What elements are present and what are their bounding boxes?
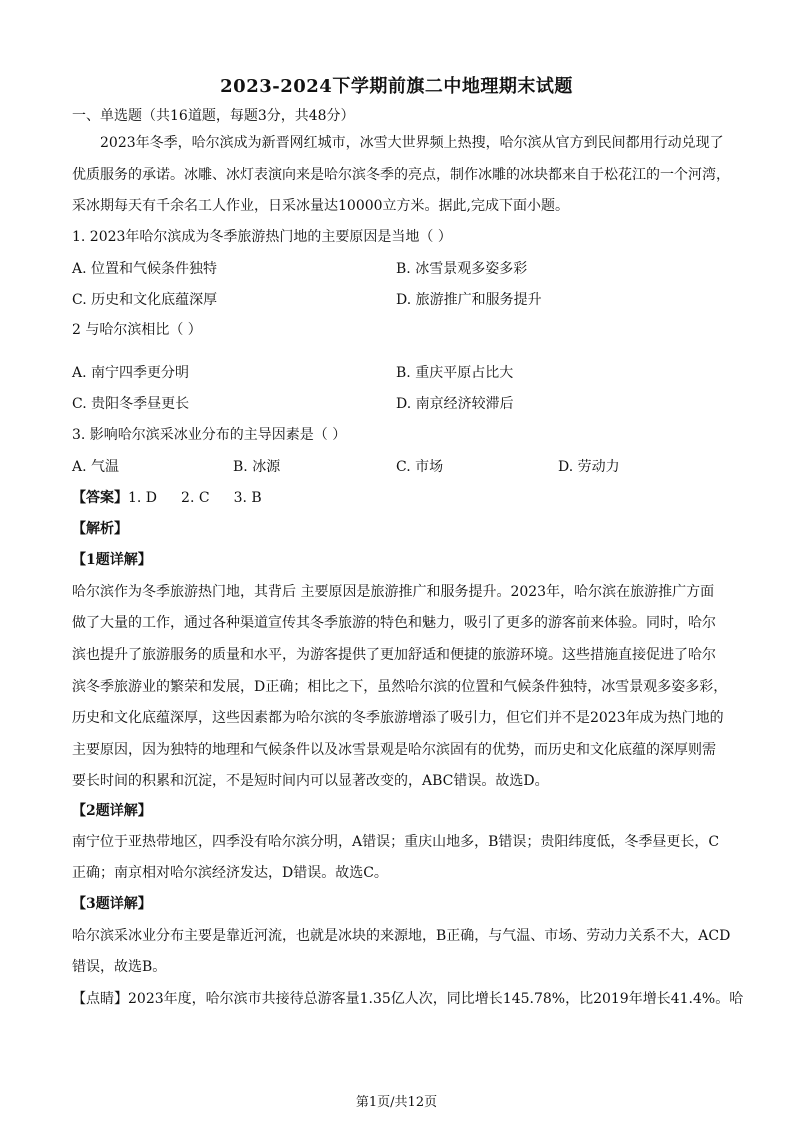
question-1-stem: 1. 2023年哈尔滨成为冬季旅游热门地的主要原因是当地（ ）: [72, 229, 452, 245]
detail-1-line-7: 要长时间的积累和沉淀，不是短时间内可以显著改变的，ABC错误。故选D。: [72, 773, 549, 789]
page-number-footer: 第1页/共12页: [355, 1095, 438, 1110]
detail-1-line-4: 滨冬季旅游业的繁荣和发展，D正确；相比之下，虽然哈尔滨的位置和气候条件独特，冰雪景观多姿多彩，: [72, 679, 728, 695]
detail-1-line-3: 滨也提升了旅游服务的质量和水平，为游客提供了更加舒适和便捷的旅游环境。这些措施直接促进了哈尔: [72, 647, 716, 663]
detail-3-label: 【3题详解】: [72, 896, 152, 912]
question-3-stem: 3. 影响哈尔滨采冰业分布的主导因素是（ ）: [72, 427, 347, 443]
detail-1-label: 【1题详解】: [72, 552, 152, 568]
question-1-option-d: D. 旅游推广和服务提升: [396, 292, 542, 308]
section-heading: 一、单选题（共16道题，每题3分，共48分）: [72, 108, 355, 124]
question-2-option-d: D. 南京经济较滞后: [396, 396, 514, 412]
answer-2: 2. C: [181, 490, 210, 506]
answer-1: 1. D: [128, 490, 158, 506]
question-2-option-c: C. 贵阳冬季昼更长: [72, 396, 190, 412]
question-2-stem: 2 与哈尔滨相比（ ）: [72, 322, 202, 338]
question-3-option-d: D. 劳动力: [558, 459, 620, 475]
question-3-option-a: A. 气温: [72, 459, 120, 475]
passage-line-1: 2023年冬季，哈尔滨成为新晋网红城市，冰雪大世界频上热搜，哈尔滨从官方到民间都用行动兑现了: [100, 135, 724, 151]
comment-line: 【点睛】2023年度，哈尔滨市共接待总游客量1.35亿人次，同比增长145.78%，比2019年增长41.4%。哈: [72, 991, 744, 1007]
analysis-label: 【解析】: [72, 521, 128, 537]
question-3-option-b: B. 冰源: [233, 459, 281, 475]
detail-2-line-2: 正确；南京相对哈尔滨经济发达，D错误。故选C。: [72, 865, 388, 881]
passage-line-2: 优质服务的承诺。冰雕、冰灯表演向来是哈尔滨冬季的亮点，制作冰雕的冰块都来自于松花江的一个河湾，: [72, 167, 730, 183]
detail-2-label: 【2题详解】: [72, 803, 152, 819]
question-1-option-c: C. 历史和文化底蕴深厚: [72, 292, 218, 308]
question-3-option-c: C. 市场: [396, 459, 444, 475]
answer-3: 3. B: [233, 490, 262, 506]
question-2-option-a: A. 南宁四季更分明: [72, 365, 190, 381]
detail-1-line-2: 做了大量的工作，通过各种渠道宣传其冬季旅游的特色和魅力，吸引了更多的游客前来体验。同时，哈尔: [72, 615, 716, 631]
detail-2-line-1: 南宁位于亚热带地区，四季没有哈尔滨分明，A错误；重庆山地多，B错误；贵阳纬度低，冬季昼更长，C: [72, 834, 720, 850]
page-title: 2023-2024下学期前旗二中地理期末试题: [220, 76, 573, 97]
detail-3-line-2: 错误，故选B。: [72, 959, 167, 975]
passage-line-3: 采冰期每天有千余名工人作业，日采冰量达10000立方米。据此,完成下面小题。: [72, 198, 569, 214]
detail-1-line-5: 历史和文化底蕴深厚，这些因素都为哈尔滨的冬季旅游增添了吸引力，但它们并不是2023年成为热门地的: [72, 710, 724, 726]
detail-1-line-6: 主要原因，因为独特的地理和气候条件以及冰雪景观是哈尔滨固有的优势，而历史和文化底蕴的深厚则需: [72, 742, 716, 758]
answer-line: [72, 488, 724, 508]
detail-3-line-1: 哈尔滨采冰业分布主要是靠近河流，也就是冰块的来源地，B正确，与气温、市场、劳动力关系不大，ACD: [72, 928, 731, 944]
question-1-option-a: A. 位置和气候条件独特: [72, 261, 218, 277]
question-2-option-b: B. 重庆平原占比大: [396, 365, 514, 381]
question-1-option-b: B. 冰雪景观多姿多彩: [396, 261, 528, 277]
detail-1-line-1: 哈尔滨作为冬季旅游热门地，其背后 主要原因是旅游推广和服务提升。2023年，哈尔滨在旅游推广方面: [72, 584, 715, 600]
answer-label: 【答案】: [72, 490, 128, 506]
